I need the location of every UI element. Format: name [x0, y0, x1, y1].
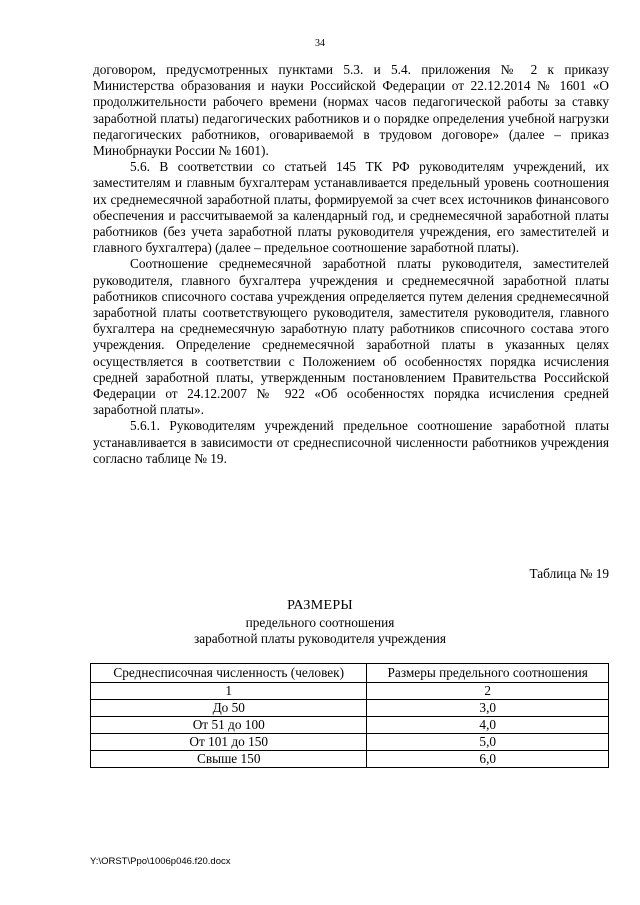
- page-number: 34: [315, 38, 325, 49]
- cell-ratio: 6,0: [367, 751, 609, 768]
- column-number: 1: [91, 683, 367, 700]
- paragraph-5-6-1: 5.6.1. Руководителям учреждений предельное соотношение заработной платы устанавливается в зависимости от среднесписочной численности работников учреждения согласно таблице № 19.: [93, 418, 609, 466]
- table-row: [91, 700, 609, 717]
- ratio-table: [90, 663, 609, 768]
- table-header-row: [91, 664, 609, 683]
- cell-ratio: 5,0: [367, 734, 609, 751]
- table-row: [91, 751, 609, 768]
- table-label: Таблица № 19: [529, 566, 609, 581]
- heading-subtitle-2: заработной платы руководителя учреждения: [193, 631, 447, 646]
- cell-headcount: От 51 до 100: [91, 717, 367, 734]
- header-ratio: Размеры предельного соотношения: [367, 664, 609, 683]
- paragraph-continuation: договором, предусмотренных пунктами 5.3. и 5.4. приложения № 2 к приказу Министерства образования и науки Российской Федерации от 22.12.2014 № 1601 «О продолжительности рабочего времени (нормах часов педагогической работы за ставку заработной платы) педагогических работников и о порядке определения учебной нагрузки педагогических работников, оговариваемой в трудовом договоре» (далее – приказ Минобрнауки России № 1601).: [93, 62, 609, 159]
- cell-headcount: Свыше 150: [91, 751, 367, 768]
- cell-headcount: От 101 до 150: [91, 734, 367, 751]
- paragraph-5-6: 5.6. В соответствии со статьей 145 ТК РФ руководителям учреждений, их заместителям и главным бухгалтерам устанавливается предельный уровень соотношения их среднемесячной заработной платы, формируемой за счет всех источников финансового обеспечения и рассчитываемой за календарный год, и среднемесячной заработной платы работников (без учета заработной платы руководителя учреждения, его заместителей и главного бухгалтера) (далее – предельное соотношение заработной платы).: [93, 159, 609, 256]
- heading-title: РАЗМЕРЫ: [287, 598, 353, 613]
- heading-subtitle-1: предельного соотношения: [245, 614, 395, 630]
- column-number-row: [91, 683, 609, 700]
- cell-headcount: До 50: [91, 700, 367, 717]
- header-headcount: Среднесписочная численность (человек): [91, 664, 367, 683]
- column-number: 2: [367, 683, 609, 700]
- footer-file-path: Y:\ORST\Ppo\1006p046.f20.docx: [90, 856, 231, 867]
- cell-ratio: 3,0: [367, 700, 609, 717]
- body-text: [93, 62, 609, 467]
- table-row: [91, 717, 609, 734]
- table-heading: [0, 598, 640, 648]
- paragraph-ratio-definition: Соотношение среднемесячной заработной платы руководителя, заместителей руководителя, главного бухгалтера учреждения и среднемесячной заработной платы работников списочного состава учреждения определяется путем деления среднемесячной заработной платы соответствующего руководителя, заместителя руководителя, главного бухгалтера на среднемесячную заработную плату работников списочного состава этого учреждения. Определение среднемесячной заработной платы в указанных целях осуществляется в соответствии с Положением об особенностях порядка исчисления средней заработной платы, утвержденным постановлением Правительства Российской Федерации от 24.12.2007 № 922 «Об особенностях порядка исчисления средней заработной платы».: [93, 256, 609, 418]
- table-row: [91, 734, 609, 751]
- cell-ratio: 4,0: [367, 717, 609, 734]
